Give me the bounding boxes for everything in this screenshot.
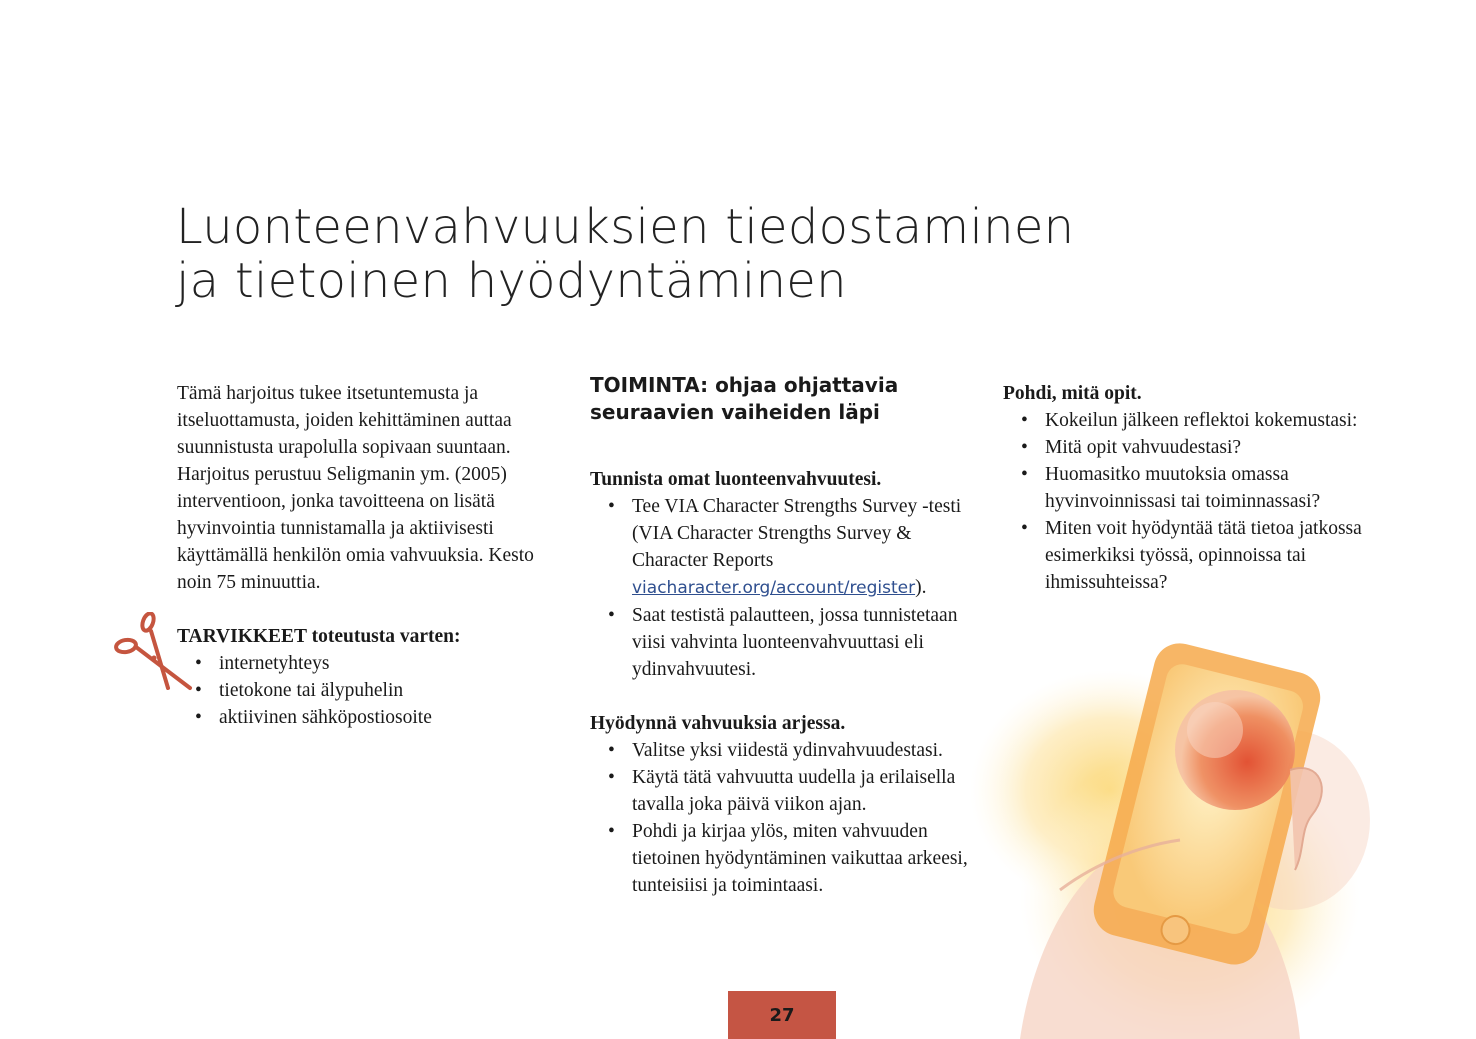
page-title-line-2: ja tietoinen hyödyntäminen bbox=[176, 253, 847, 309]
activity-heading bbox=[590, 372, 980, 426]
hand-holding-phone-illustration bbox=[960, 640, 1380, 1039]
scissors-icon bbox=[112, 612, 196, 694]
reflect-heading: Pohdi, mitä opit. bbox=[1003, 383, 1142, 404]
list-item: • Valitse yksi viidestä ydinvahvuudestasi. bbox=[632, 737, 980, 764]
via-register-link[interactable]: viacharacter.org/account/register bbox=[632, 578, 916, 598]
list-item: • Miten voit hyödyntää tätä tietoa jatkossa esimerkiksi työssä, opinnoissa tai ihmissuhteissa? bbox=[1045, 515, 1383, 596]
intro-paragraph: Tämä harjoitus tukee itsetuntemusta ja itseluottamusta, joiden kehittäminen auttaa suunnistusta urapolulla sopivaan suuntaan. Harjoitus perustuu Seligmanin ym. (2005) interventioon, jonka tavoitteena on lisätä hyvinvointia tunnistamalla ja aktiivisesti käyttämällä henkilön omia vahvuuksia. Kesto noin 75 minuuttia. bbox=[177, 383, 534, 593]
page-number: 27 bbox=[728, 991, 836, 1039]
page-title-line-1: Luonteenvahvuuksien tiedostaminen bbox=[176, 199, 1075, 255]
list-item: • Saat testistä palautteen, jossa tunnistetaan viisi vahvinta luonteenvahvuuttasi eli ydinvahvuutesi. bbox=[632, 602, 980, 683]
list-item: • Käytä tätä vahvuutta uudella ja erilaisella tavalla joka päivä viikon ajan. bbox=[632, 764, 980, 818]
supplies-item: • aktiivinen sähköpostiosoite bbox=[219, 704, 547, 731]
activity-heading-line-1: TOIMINTA: ohjaa ohjattavia bbox=[590, 373, 899, 397]
activity-heading-line-2: seuraavien vaiheiden läpi bbox=[590, 400, 880, 424]
section1-heading: Tunnista omat luonteenvahvuutesi. bbox=[590, 469, 882, 490]
list-item: • Kokeilun jälkeen reflektoi kokemustasi: bbox=[1045, 407, 1383, 434]
list-item: • Huomasitko muutoksia omassa hyvinvoinnissasi tai toiminnassasi? bbox=[1045, 461, 1383, 515]
intro-column bbox=[177, 380, 547, 731]
section2-list bbox=[590, 737, 980, 899]
section2-heading: Hyödynnä vahvuuksia arjessa. bbox=[590, 713, 846, 734]
list-item bbox=[632, 493, 980, 602]
list-item: • Mitä opit vahvuudestasi? bbox=[1045, 434, 1383, 461]
supplies-heading: TARVIKKEET toteutusta varten: bbox=[177, 626, 461, 647]
supplies-list bbox=[177, 650, 547, 731]
supplies-item: • tietokone tai älypuhelin bbox=[219, 677, 547, 704]
page-title bbox=[176, 200, 1176, 308]
activity-column bbox=[590, 372, 980, 899]
reflect-column bbox=[1003, 380, 1383, 596]
section1-list bbox=[590, 493, 980, 683]
list-item: • Pohdi ja kirjaa ylös, miten vahvuuden tietoinen hyödyntäminen vaikuttaa arkeesi, tunteisiisi ja toimintaasi. bbox=[632, 818, 980, 899]
reflect-list bbox=[1003, 407, 1383, 596]
survey-text: Tee VIA Character Strengths Survey -testi (VIA Character Strengths Survey & Character Reports bbox=[632, 496, 962, 571]
supplies-item: • internetyhteys bbox=[219, 650, 547, 677]
survey-text-end: ). bbox=[915, 577, 927, 598]
